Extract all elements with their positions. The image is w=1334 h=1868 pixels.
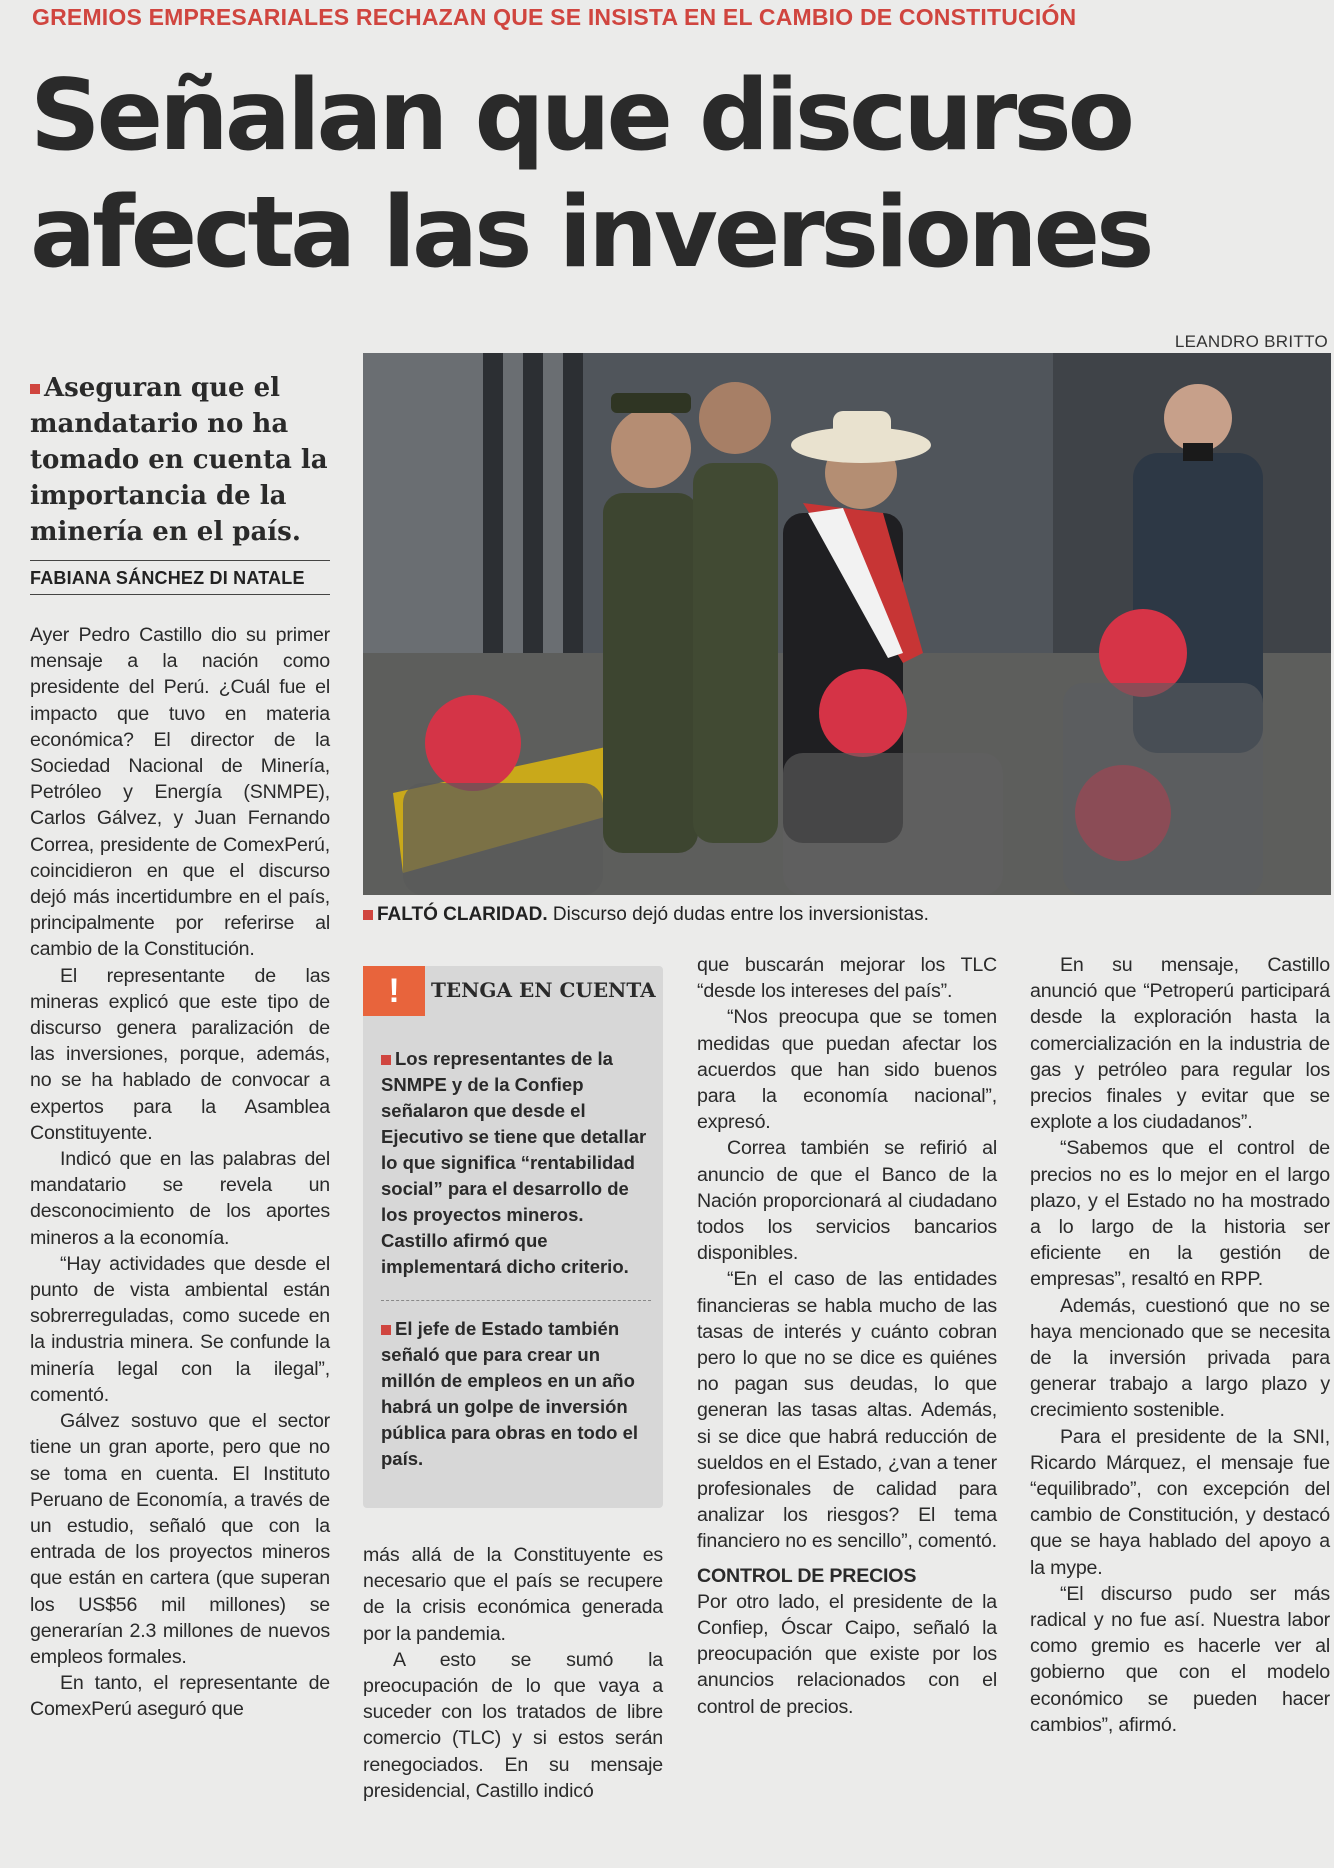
info-box-item [381,1046,651,1280]
headline [30,58,1320,292]
column-2 [363,1542,663,1804]
info-box-title: TENGA EN CUENTA [431,978,656,1002]
paragraph: En su mensaje, Castillo anunció que “Petroperú participará desde la exploración hasta la comercialización en la industria de gas y petróleo para regular los precios finales y evitar que se explote a los ciudadanos”. [1030,954,1330,1134]
caption-marker [363,910,373,920]
item-marker [381,1325,391,1335]
info-box-divider [381,1300,651,1302]
exclamation-icon: ! [363,966,425,1016]
paragraph: Por otro lado, el presidente de la Confiep, Óscar Caipo, señaló la preocupación que existe por los anuncios relacionados con el control de precios. [697,1590,997,1718]
paragraph: “Nos preocupa que se tomen medidas que puedan afectar los acuerdos que han sido buenos para la economía nacional”, expresó. [697,1006,997,1134]
info-box-item-text: Los representantes de la SNMPE y de la Confiep señalaron que desde el Ejecutivo se tiene que detallar lo que significa “rentabilidad social” para el desarrollo de los proyectos mineros. Castillo afirmó que implementará dicho criterio. [381,1048,647,1277]
deck [30,370,340,550]
paragraph: “El discurso pudo ser más radical y no fue así. Nuestra labor como gremio es hacerle ver al gobierno que con el modelo económico se pueden hacer cambios”, afirmó. [1030,1582,1330,1736]
info-box-body [381,1046,651,1492]
info-box [363,966,663,1508]
headline-line-2: afecta las inversiones [30,176,1151,290]
photo-credit: LEANDRO BRITTO [1174,332,1328,351]
paragraph: Gálvez sostuvo que el sector tiene un gran aporte, pero que no se toma en cuenta. El Instituto Peruano de Economía, a través de un estudio, señaló que con la entrada de los proyectos mineros que están en cartera (que superan los US$56 mil millones) se generarían 2.3 millones de nuevos empleos formales. [30,1410,330,1668]
byline: FABIANA SÁNCHEZ DI NATALE [30,568,305,588]
paragraph: “Sabemos que el control de precios no es lo mejor en el largo plazo, y el Estado no ha mostrado a lo largo de la historia ser eficiente en la gestión de empresas”, resaltó en RPP. [1030,1137,1330,1291]
byline-rule-bottom [30,594,330,595]
column-3 [697,952,997,1720]
column-4 [1030,952,1330,1738]
paragraph: “En el caso de las entidades financieras se habla mucho de las tasas de interés y cuánto cobran pero lo que no se dice es quiénes no pagan sus deudas, lo que generan las tasas altas. Además, si se dice que habrá reducción de sueldos en el Estado, ¿van a tener profesionales de calidad para analizar los riesgos? El tema financiero no es sencillo”, comentó. [697,1268,997,1553]
paragraph: A esto se sumó la preocupación de lo que vaya a suceder con los tratados de libre comercio (TLC) y si estos serán renegociados. En su mensaje presidencial, Castillo indicó [363,1648,663,1802]
photo-illustration [363,353,1331,895]
deck-text: Aseguran que el mandatario no ha tomado en cuenta la importancia de la minería en el país. [30,373,328,547]
info-box-item [381,1316,651,1472]
paragraph: Indicó que en las palabras del mandatario se revela un desconocimiento de los aportes mineros a la economía. [30,1148,330,1249]
news-photo [363,353,1331,895]
column-1 [30,622,330,1723]
headline-line-1: Señalan que discurso [30,59,1131,173]
paragraph: que buscarán mejorar los TLC “desde los intereses del país”. [697,954,997,1003]
paragraph: En tanto, el representante de ComexPerú aseguró que [30,1672,330,1721]
paragraph: Además, cuestionó que no se haya mencionado que se necesita de la inversión privada para generar trabajo a largo plazo y crecimiento sostenible. [1030,1294,1330,1422]
paragraph: más allá de la Constituyente es necesario que el país se recupere de la crisis económica generada por la pandemia. [363,1544,663,1645]
paragraph: Para el presidente de la SNI, Ricardo Márquez, el mensaje fue “equilibrado”, con excepción del cambio de Constitución, y destacó que se haya hablado del apoyo a la mype. [1030,1425,1330,1579]
subhead: CONTROL DE PRECIOS [697,1564,917,1587]
item-marker [381,1055,391,1065]
paragraph: Correa también se refirió al anuncio de que el Banco de la Nación proporcionará al ciudadano todos los servicios bancarios disponibles. [697,1137,997,1265]
caption-text: Discurso dejó dudas entre los inversionistas. [547,904,929,925]
byline-rule-top [30,560,330,561]
deck-marker [30,384,40,394]
paragraph: Ayer Pedro Castillo dio su primer mensaje a la nación como presidente del Perú. ¿Cuál fue el impacto que tuvo en materia económica? El director de la Sociedad Nacional de Minería, Petróleo y Energía (SNMPE), Carlos Gálvez, y Juan Fernando Correa, presidente de ComexPerú, coincidieron en que el discurso dejó más incertidumbre en el país, principalmente por referirse al cambio de la Constitución. [30,624,330,961]
photo-caption [363,904,1323,926]
info-box-item-text: El jefe de Estado también señaló que para crear un millón de empleos en un año habrá un golpe de inversión pública para obras en todo el país. [381,1318,638,1469]
paragraph: El representante de las mineras explicó que este tipo de discurso genera paralización de las inversiones, porque, además, no se ha hablado de convocar a expertos para la Asamblea Constituyente. [30,964,330,1144]
info-box-header [363,966,663,1016]
caption-label: FALTÓ CLARIDAD. [377,904,548,925]
paragraph: “Hay actividades que desde el punto de vista ambiental están sobrerreguladas, como sucede en la industria minera. Se confunde la minería legal con la ilegal”, comentó. [30,1252,330,1406]
kicker: GREMIOS EMPRESARIALES RECHAZAN QUE SE INSISTA EN EL CAMBIO DE CONSTITUCIÓN [32,4,1077,30]
